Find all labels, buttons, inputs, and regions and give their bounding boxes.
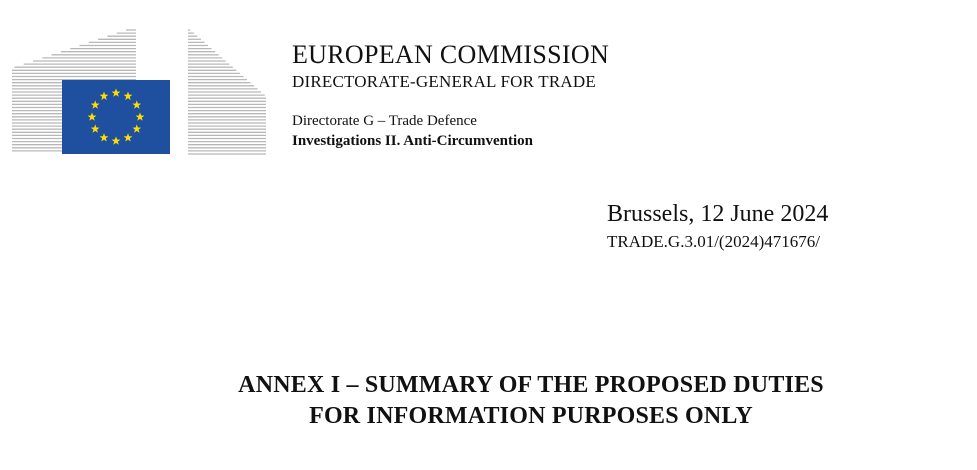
title-line-1: ANNEX I – SUMMARY OF THE PROPOSED DUTIES [238,372,824,398]
place-and-date: Brussels, 12 June 2024 [607,201,829,227]
letterhead [292,40,609,151]
dateline [607,200,828,253]
building-stripes-right [188,30,266,154]
eu-flag-icon [62,80,170,154]
directorate-name: Directorate G – Trade Defence [292,113,477,129]
directorate-general-name: DIRECTORATE-GENERAL FOR TRADE [292,72,596,91]
unit-name: Investigations II. Anti-Circumvention [292,133,533,149]
title-line-2: FOR INFORMATION PURPOSES ONLY [309,403,753,429]
european-commission-logo [10,28,268,158]
document-title [160,370,902,432]
organization-name: EUROPEAN COMMISSION [292,40,610,69]
document-reference: TRADE.G.3.01/(2024)471676/ [607,232,820,251]
